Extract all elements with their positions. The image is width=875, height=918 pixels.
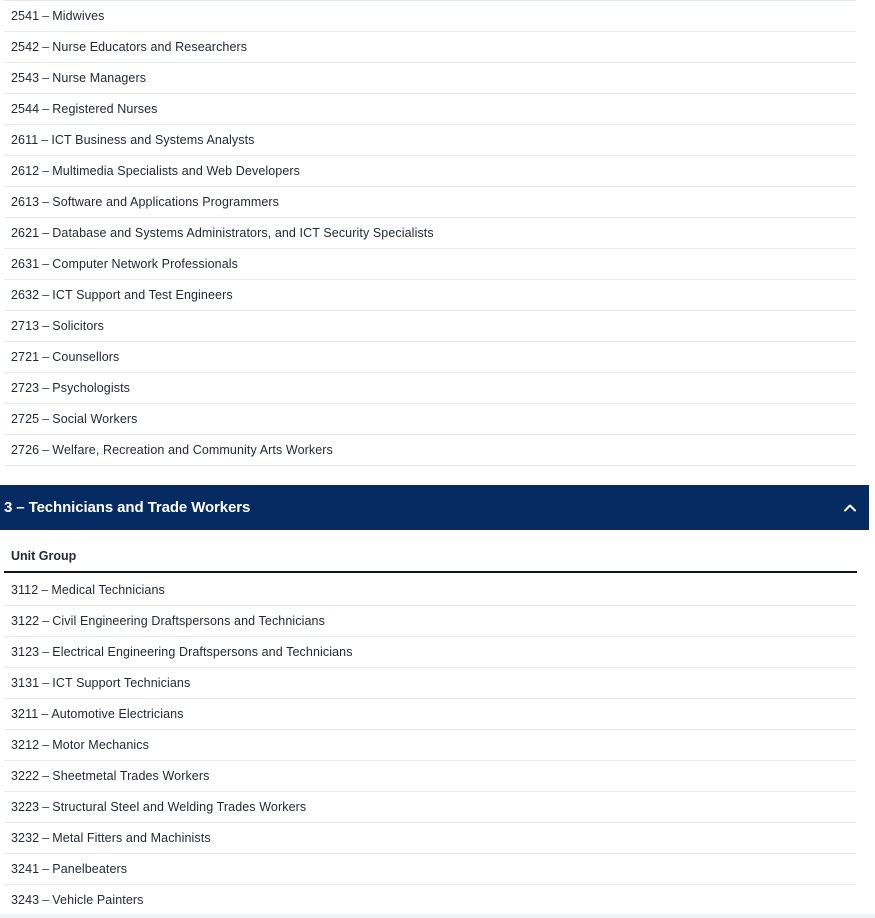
unit-group-row[interactable] [4, 885, 856, 916]
unit-group-code: 2725 [11, 412, 40, 426]
unit-group-title: Medical Technicians [51, 583, 165, 597]
unit-group-title: Structural Steel and Welding Trades Workers [52, 800, 307, 814]
code-separator: – [42, 412, 50, 426]
unit-group-list-2 [4, 1, 856, 466]
unit-group-title: Civil Engineering Draftspersons and Technicians [52, 614, 325, 628]
unit-group-title: ICT Support and Test Engineers [52, 288, 233, 302]
unit-group-title: Motor Mechanics [52, 738, 149, 752]
unit-group-title: Psychologists [52, 381, 131, 395]
code-separator: – [42, 738, 50, 752]
unit-group-row[interactable] [4, 668, 856, 699]
column-header-label: Unit Group [11, 548, 77, 563]
unit-group-row[interactable] [4, 606, 856, 637]
unit-group-row[interactable] [4, 94, 856, 125]
unit-group-title: Nurse Managers [52, 71, 147, 85]
code-separator: – [42, 102, 50, 116]
chevron-up-icon-glyph [843, 503, 857, 512]
code-separator: – [42, 893, 50, 907]
unit-group-row[interactable] [4, 156, 856, 187]
unit-group-title: Welfare, Recreation and Community Arts Workers [52, 443, 333, 457]
unit-group-row[interactable] [4, 218, 856, 249]
code-separator: – [42, 164, 50, 178]
code-separator: – [41, 133, 49, 147]
unit-group-row[interactable] [4, 792, 856, 823]
unit-group-code: 3223 [11, 800, 40, 814]
chevron-up-icon[interactable] [839, 497, 861, 519]
unit-group-list-3 [4, 575, 856, 916]
unit-group-row[interactable] [4, 699, 856, 730]
unit-group-title: Software and Applications Programmers [52, 195, 280, 209]
unit-group-row[interactable] [4, 404, 856, 435]
unit-group-title: Counsellors [52, 350, 120, 364]
code-separator: – [42, 614, 50, 628]
unit-group-code: 2611 [11, 133, 39, 147]
unit-group-title: Panelbeaters [52, 862, 128, 876]
unit-group-row[interactable] [4, 435, 856, 466]
unit-group-row[interactable] [4, 249, 856, 280]
unit-group-code: 3131 [11, 676, 40, 690]
unit-group-row[interactable] [4, 32, 856, 63]
code-separator: – [41, 707, 49, 721]
unit-group-code: 2543 [11, 71, 40, 85]
unit-group-code: 2631 [11, 257, 40, 271]
code-separator: – [42, 862, 50, 876]
unit-group-row[interactable] [4, 823, 856, 854]
unit-group-title: ICT Support Technicians [52, 676, 191, 690]
unit-group-code: 3122 [11, 614, 40, 628]
unit-group-title: Computer Network Professionals [52, 257, 238, 271]
code-separator: – [42, 40, 50, 54]
accordion-header-technicians[interactable] [0, 485, 869, 530]
code-separator: – [42, 831, 50, 845]
column-header-unit-group [4, 540, 857, 573]
unit-group-code: 3222 [11, 769, 40, 783]
unit-group-row[interactable] [4, 125, 856, 156]
code-separator: – [42, 645, 50, 659]
unit-group-code: 3211 [11, 707, 39, 721]
unit-group-row[interactable] [4, 575, 856, 606]
unit-group-code: 2726 [11, 443, 40, 457]
unit-group-code: 3241 [11, 862, 40, 876]
unit-group-title: Midwives [52, 9, 105, 23]
unit-group-code: 2713 [11, 319, 40, 333]
unit-group-title: Sheetmetal Trades Workers [52, 769, 210, 783]
unit-group-title: Multimedia Specialists and Web Developers [52, 164, 301, 178]
unit-group-title: Social Workers [52, 412, 138, 426]
code-separator: – [42, 257, 50, 271]
unit-group-title: Database and Systems Administrators, and ICT Security Specialists [52, 226, 434, 240]
unit-group-row[interactable] [4, 342, 856, 373]
unit-group-row[interactable] [4, 373, 856, 404]
unit-group-title: ICT Business and Systems Analysts [51, 133, 255, 147]
unit-group-row[interactable] [4, 637, 856, 668]
code-separator: – [42, 350, 50, 364]
unit-group-row[interactable] [4, 1, 856, 32]
unit-group-row[interactable] [4, 761, 856, 792]
unit-group-code: 3112 [11, 583, 39, 597]
unit-group-code: 3212 [11, 738, 40, 752]
code-separator: – [42, 443, 50, 457]
unit-group-row[interactable] [4, 854, 856, 885]
code-separator: – [42, 195, 50, 209]
unit-group-row[interactable] [4, 280, 856, 311]
code-separator: – [42, 71, 50, 85]
unit-group-row[interactable] [4, 730, 856, 761]
unit-group-title: Metal Fitters and Machinists [52, 831, 211, 845]
code-separator: – [42, 226, 50, 240]
code-separator: – [42, 676, 50, 690]
code-separator: – [41, 583, 49, 597]
unit-group-code: 2632 [11, 288, 40, 302]
divider [0, 914, 875, 918]
unit-group-title: Automotive Electricians [51, 707, 184, 721]
unit-group-title: Nurse Educators and Researchers [52, 40, 248, 54]
unit-group-code: 2613 [11, 195, 40, 209]
code-separator: – [42, 319, 50, 333]
unit-group-code: 2541 [11, 9, 40, 23]
unit-group-code: 3123 [11, 645, 40, 659]
unit-group-row[interactable] [4, 311, 856, 342]
unit-group-row[interactable] [4, 63, 856, 94]
unit-group-code: 2723 [11, 381, 40, 395]
code-separator: – [42, 381, 50, 395]
unit-group-code: 2544 [11, 102, 40, 116]
unit-group-code: 3232 [11, 831, 40, 845]
unit-group-title: Electrical Engineering Draftspersons and Technicians [52, 645, 353, 659]
unit-group-title: Vehicle Painters [52, 893, 144, 907]
code-separator: – [42, 9, 50, 23]
unit-group-title: Solicitors [52, 319, 104, 333]
unit-group-code: 2542 [11, 40, 40, 54]
unit-group-code: 3243 [11, 893, 40, 907]
unit-group-code: 2621 [11, 226, 40, 240]
unit-group-row[interactable] [4, 187, 856, 218]
unit-group-code: 2721 [11, 350, 40, 364]
unit-group-title: Registered Nurses [52, 102, 158, 116]
unit-group-code: 2612 [11, 164, 40, 178]
code-separator: – [42, 800, 50, 814]
code-separator: – [42, 769, 50, 783]
code-separator: – [42, 288, 50, 302]
section-title: 3 – Technicians and Trade Workers [4, 499, 251, 516]
